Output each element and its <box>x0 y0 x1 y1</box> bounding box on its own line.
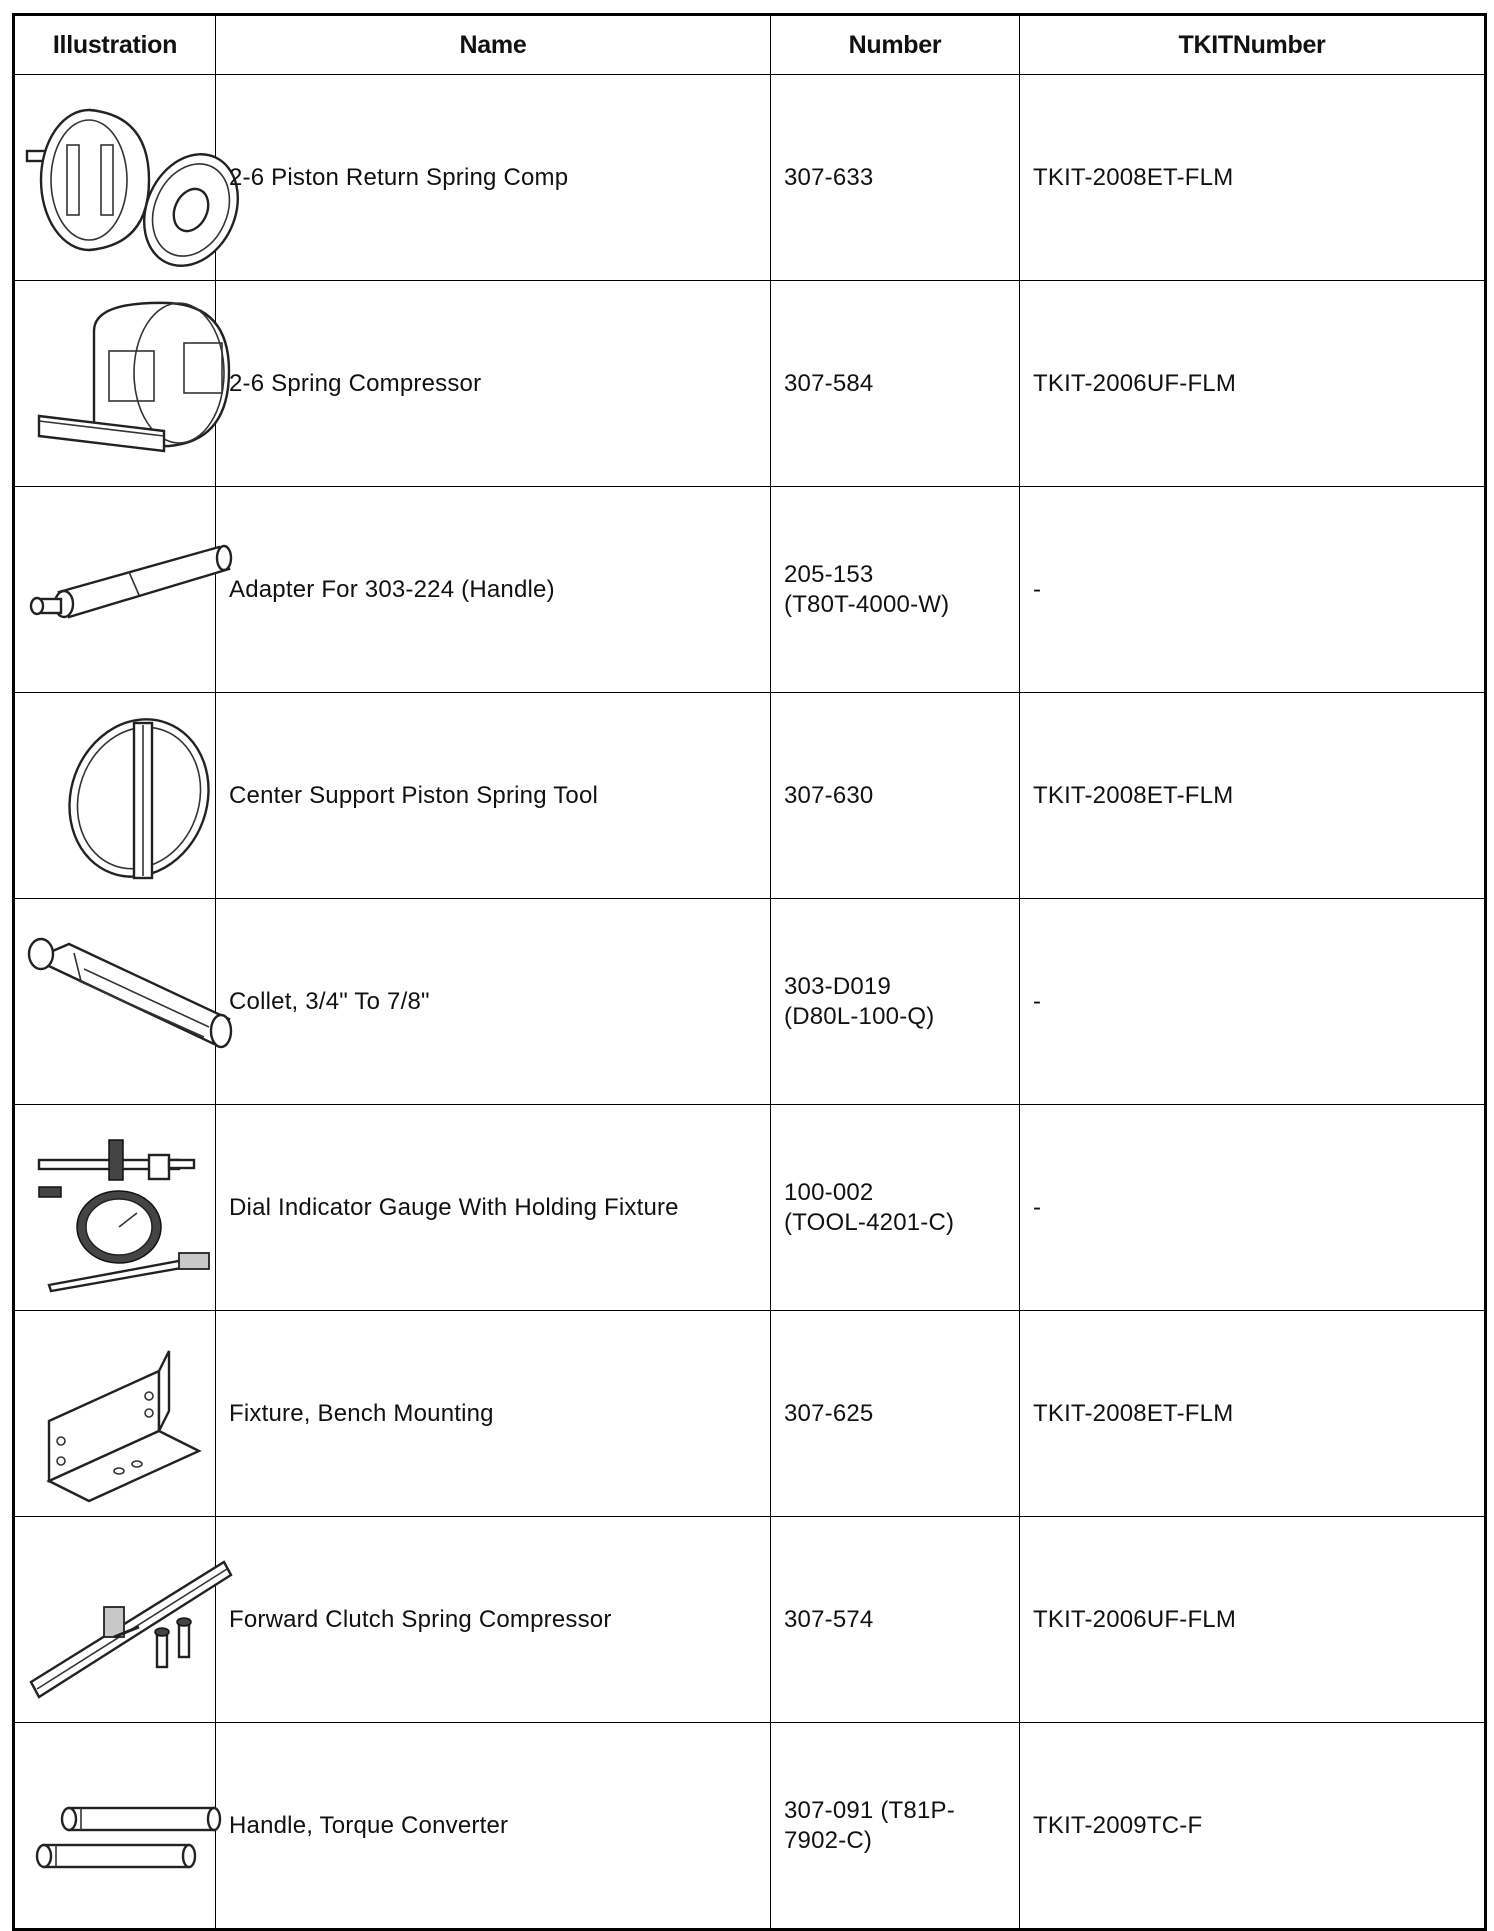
handle-adapter-icon <box>19 497 249 682</box>
tool-name-cell: Adapter For 303-224 (Handle) <box>216 487 771 693</box>
tkit-number-cell: - <box>1020 1105 1486 1311</box>
torque-converter-handle-icon <box>19 1733 249 1918</box>
illustration-cell <box>14 693 216 899</box>
tkit-number-cell: TKIT-2006UF-FLM <box>1020 281 1486 487</box>
forward-clutch-spring-compressor-icon <box>19 1527 249 1712</box>
table-row <box>14 487 1486 693</box>
piston-return-spring-compressor-icon <box>19 85 249 270</box>
tool-number-line: 307-584 <box>784 369 874 397</box>
tool-name-cell: Collet, 3/4" To 7/8" <box>216 899 771 1105</box>
dial-indicator-gauge-icon <box>19 1115 249 1300</box>
table-header-row <box>14 15 1486 75</box>
illustration-cell <box>14 281 216 487</box>
tool-number-cell <box>771 899 1020 1105</box>
tool-number-cell <box>771 693 1020 899</box>
table-row <box>14 899 1486 1105</box>
table-row <box>14 75 1486 281</box>
tool-number-line: 205-153 <box>784 560 874 588</box>
tool-number-cell <box>771 1311 1020 1517</box>
tool-number-line: 307-630 <box>784 781 874 809</box>
tool-number-cell <box>771 487 1020 693</box>
spring-compressor-icon <box>19 291 249 476</box>
tool-name-cell: 2-6 Spring Compressor <box>216 281 771 487</box>
tkit-number-cell: - <box>1020 899 1486 1105</box>
bench-mounting-fixture-icon <box>19 1321 249 1506</box>
table-row <box>14 1517 1486 1723</box>
tool-number-cell <box>771 1105 1020 1311</box>
header-illustration: Illustration <box>14 15 216 75</box>
table-row <box>14 281 1486 487</box>
header-tkit-number: TKITNumber <box>1020 15 1486 75</box>
illustration-cell <box>14 1723 216 1930</box>
tool-name-cell: Handle, Torque Converter <box>216 1723 771 1930</box>
tool-number-line: 307-633 <box>784 163 874 191</box>
tool-number-cell <box>771 281 1020 487</box>
tkit-number-cell: TKIT-2008ET-FLM <box>1020 693 1486 899</box>
tool-number-line: (T80T-4000-W) <box>784 590 950 618</box>
table-row <box>14 693 1486 899</box>
tkit-number-cell: TKIT-2009TC-F <box>1020 1723 1486 1930</box>
header-name: Name <box>216 15 771 75</box>
tool-number-line: (TOOL-4201-C) <box>784 1208 955 1236</box>
illustration-cell <box>14 1517 216 1723</box>
illustration-cell <box>14 1311 216 1517</box>
tool-number-line: 303-D019 <box>784 972 892 1000</box>
table-row <box>14 1311 1486 1517</box>
tool-name-cell: Fixture, Bench Mounting <box>216 1311 771 1517</box>
tool-number-line: 307-574 <box>784 1605 874 1633</box>
special-tools-table <box>12 13 1487 1931</box>
table-row <box>14 1723 1486 1930</box>
tkit-number-cell: - <box>1020 487 1486 693</box>
tkit-number-cell: TKIT-2008ET-FLM <box>1020 75 1486 281</box>
tool-name-cell: Forward Clutch Spring Compressor <box>216 1517 771 1723</box>
illustration-cell <box>14 899 216 1105</box>
tool-number-line: 307-625 <box>784 1399 874 1427</box>
tool-name-cell: Dial Indicator Gauge With Holding Fixture <box>216 1105 771 1311</box>
illustration-cell <box>14 487 216 693</box>
tool-name-cell: 2-6 Piston Return Spring Comp <box>216 75 771 281</box>
tkit-number-cell: TKIT-2006UF-FLM <box>1020 1517 1486 1723</box>
tool-number-line: (D80L-100-Q) <box>784 1002 935 1030</box>
tool-number-cell <box>771 75 1020 281</box>
table-row <box>14 1105 1486 1311</box>
collet-icon <box>19 909 249 1094</box>
tool-number-cell <box>771 1517 1020 1723</box>
tool-name-cell: Center Support Piston Spring Tool <box>216 693 771 899</box>
tool-number-line: 307-091 (T81P-7902-C) <box>784 1796 955 1854</box>
center-support-spring-tool-icon <box>19 703 249 888</box>
illustration-cell <box>14 1105 216 1311</box>
tool-number-line: 100-002 <box>784 1178 874 1206</box>
tool-number-cell <box>771 1723 1020 1930</box>
header-number: Number <box>771 15 1020 75</box>
tkit-number-cell: TKIT-2008ET-FLM <box>1020 1311 1486 1517</box>
illustration-cell <box>14 75 216 281</box>
